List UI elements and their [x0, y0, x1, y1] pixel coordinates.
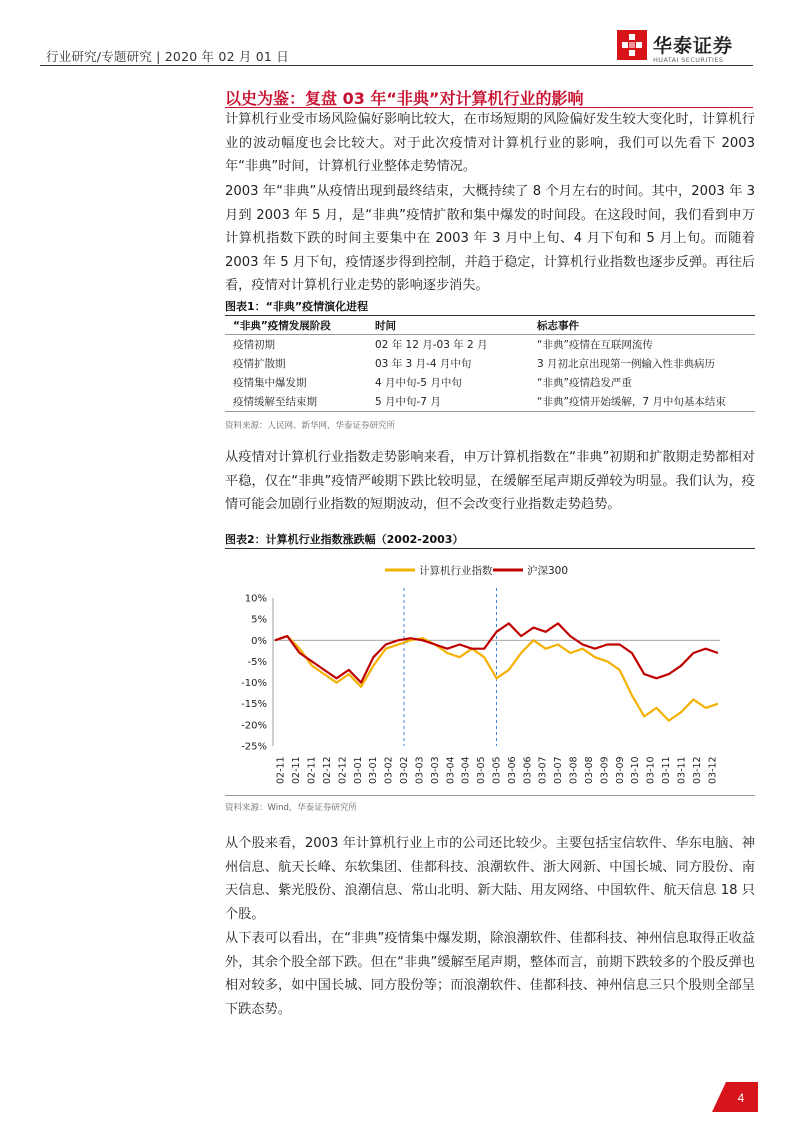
page-header-text: 行业研究/专题研究 | 2020 年 02 月 01 日	[46, 49, 289, 64]
paragraph-1: 计算机行业受市场风险偏好影响比较大，在市场短期的风险偏好发生较大变化时，计算机行业的波动幅度也会比较大。对于此次疫情对计算机行业的影响，我们可以先看下 2003 年“非典”时间，计算机行业整体走势情况。	[225, 112, 755, 174]
x-tick-label: 03-01	[368, 756, 380, 784]
x-tick-label: 03-07	[537, 756, 549, 784]
x-tick-label: 03-12	[691, 756, 703, 784]
paragraph-3: 从疫情对计算机行业指数走势影响来看，申万计算机指数在“非典”初期和扩散期走势都相对平稳，仅在“非典”疫情严峻期下跌比较明显，在缓解至尾声期反弹较为明显。我们认为，疫情可能会加剧行业指数的短期波动，但不会改变行业指数走势趋势。	[225, 450, 755, 512]
figure2-bottom-rule	[225, 795, 755, 796]
x-tick-label: 02-12	[321, 756, 333, 784]
huatai-logo-icon	[617, 30, 647, 60]
chart-svg	[225, 550, 755, 790]
x-tick-label: 03-01	[352, 756, 364, 784]
paragraph-2: 2003 年“非典”从疫情出现到最终结束，大概持续了 8 个月左右的时间。其中，2003 年 3 月到 2003 年 5 月，是“非典”疫情扩散和集中爆发的时间段。在这段时间，我们看到申万计算机指数下跌的时间主要集中在 2003 年 3 月中上旬、4 月下旬和 5 月上旬。而随着 2003 年 5 月下旬，疫情逐步得到控制，并趋于稳定，计算机行业指数也逐步反弹。再往后看，疫情对计算机行业走势的影响逐步消失。	[225, 184, 755, 293]
table-row	[225, 373, 755, 392]
x-tick-label: 03-11	[676, 756, 688, 784]
x-tick-label: 03-12	[707, 756, 719, 784]
x-tick-label: 03-10	[645, 756, 657, 784]
page-number-badge	[712, 1082, 758, 1112]
logo-chinese-name: 华泰证券	[653, 35, 734, 57]
table-header-cell: 标志事件	[537, 319, 579, 332]
x-tick-label: 03-03	[414, 756, 426, 784]
x-tick-label: 03-02	[383, 756, 395, 784]
table-cell: 4 月中旬-5 月中旬	[375, 377, 462, 389]
x-tick-label: 03-11	[661, 756, 673, 784]
page-number: 4	[737, 1091, 745, 1105]
x-tick-label: 03-05	[491, 756, 503, 784]
x-tick-label: 03-04	[460, 756, 472, 784]
figure2-top-rule	[225, 548, 755, 549]
table-cell: 疫情缓解至结束期	[233, 396, 317, 408]
x-tick-label: 03-02	[399, 756, 411, 784]
table-row	[225, 354, 755, 373]
index-change-chart	[225, 550, 755, 790]
figure2-source: 资料来源：Wind，华泰证券研究所	[225, 803, 357, 813]
table-cell: 02 年 12 月-03 年 2 月	[375, 339, 488, 351]
legend-label: 沪深300	[527, 565, 569, 577]
x-tick-label: 03-03	[429, 756, 441, 784]
x-tick-label: 02-11	[291, 756, 303, 784]
table-cell: “非典”疫情趋发严重	[537, 377, 632, 389]
table-row	[225, 335, 755, 355]
y-tick-label: -15%	[241, 699, 267, 711]
table-cell: 03 年 3 月-4 月中旬	[375, 358, 472, 370]
table-cell: 疫情集中爆发期	[233, 377, 307, 389]
y-tick-label: -20%	[241, 720, 267, 732]
table-cell: 疫情初期	[233, 339, 275, 351]
y-tick-label: -5%	[247, 656, 267, 668]
table-cell: “非典”疫情开始缓解，7 月中旬基本结束	[537, 396, 726, 408]
paragraph-4: 从个股来看，2003 年计算机行业上市的公司还比较少。主要包括宝信软件、华东电脑、神州信息、航天长峰、东软集团、佳都科技、浪潮软件、浙大网新、中国长城、同方股份、南天信息、紫光股份、浪潮信息、常山北明、新大陆、用友网络、中国软件、航天信息 18 只个股。	[225, 836, 755, 922]
x-tick-label: 02-12	[337, 756, 349, 784]
y-tick-label: 5%	[251, 614, 267, 626]
paragraph-5: 从下表可以看出，在“非典”疫情集中爆发期，除浪潮软件、佳都科技、神州信息取得正收益外，其余个股全部下跌。但在“非典”缓解至尾声期，整体而言，前期下跌较多的个股反弹也相对较多，如中国长城、同方股份等；而浪潮软件、佳都科技、神州信息三只个股则全部呈下跌态势。	[225, 931, 755, 1017]
table-row	[225, 392, 755, 412]
figure1-caption: 图表1：“非典”疫情演化进程	[225, 300, 369, 313]
x-tick-label: 03-05	[476, 756, 488, 784]
table-cell: 5 月中旬-7 月	[375, 396, 441, 408]
figure2-caption: 图表2：计算机行业指数涨跌幅（2002-2003）	[225, 533, 464, 546]
x-tick-label: 03-07	[553, 756, 565, 784]
x-tick-label: 03-06	[522, 756, 534, 784]
legend-label: 计算机行业指数	[419, 565, 493, 577]
table-cell: 疫情扩散期	[233, 358, 286, 370]
table-cell: “非典”疫情在互联网流传	[537, 339, 653, 351]
x-tick-label: 02-11	[306, 756, 318, 784]
table-header-cell: 时间	[375, 319, 396, 332]
y-tick-label: -10%	[241, 678, 267, 690]
logo-english-name: HUATAI SECURITIES	[653, 56, 724, 64]
section-title: 以史为鉴：复盘 03 年“非典”对计算机行业的影响	[225, 89, 584, 108]
x-tick-label: 03-10	[630, 756, 642, 784]
x-tick-label: 02-11	[275, 756, 287, 784]
x-tick-label: 03-09	[614, 756, 626, 784]
y-tick-label: 10%	[244, 593, 267, 605]
huatai-logo	[617, 30, 757, 68]
x-tick-label: 03-09	[599, 756, 611, 784]
y-tick-label: -25%	[241, 741, 267, 753]
table-cell: 3 月初北京出现第一例输入性非典病历	[537, 358, 716, 370]
x-tick-label: 03-04	[445, 756, 457, 784]
x-tick-label: 03-06	[506, 756, 518, 784]
table-header-row	[225, 316, 755, 335]
epidemic-stage-table	[225, 316, 755, 412]
table-header-cell: “非典”疫情发展阶段	[233, 319, 331, 332]
x-tick-label: 03-08	[568, 756, 580, 784]
y-tick-label: 0%	[251, 635, 267, 647]
figure1-source: 资料来源：人民网、新华网，华泰证券研究所	[225, 421, 396, 431]
x-tick-label: 03-08	[583, 756, 595, 784]
